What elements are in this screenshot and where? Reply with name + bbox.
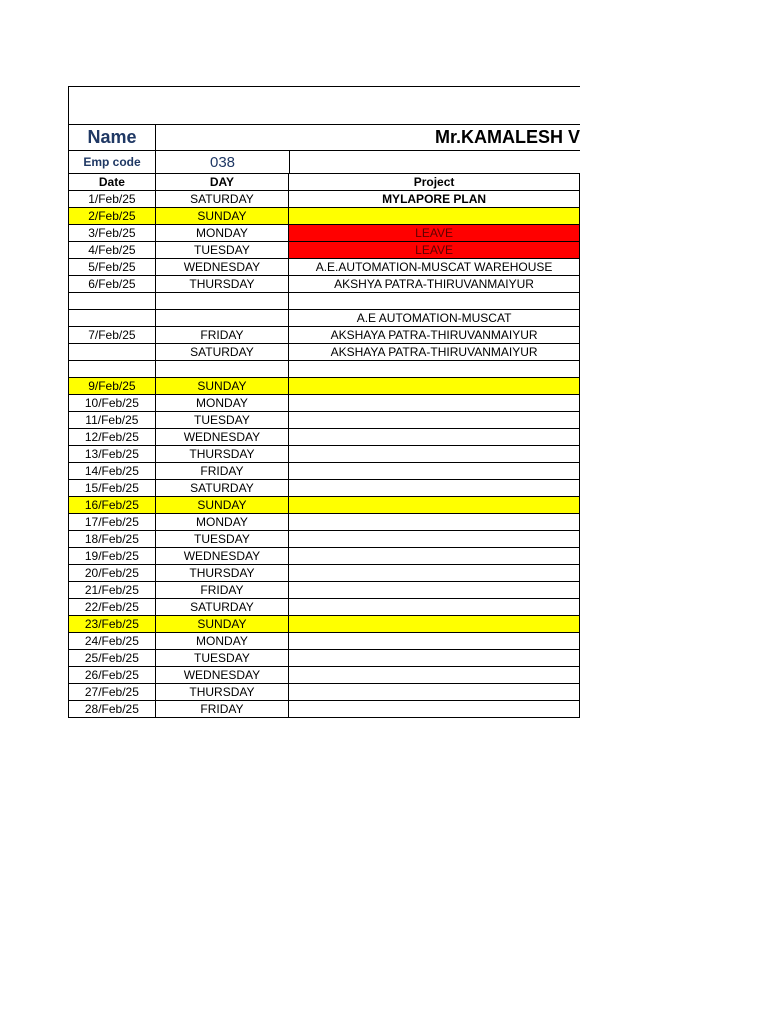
day-cell: FRIDAY (155, 463, 288, 480)
day-cell: TUESDAY (155, 242, 288, 259)
day-header: DAY (155, 174, 288, 191)
day-cell: FRIDAY (155, 582, 288, 599)
table-row (69, 276, 580, 293)
table-row (69, 650, 580, 667)
day-cell: THURSDAY (155, 684, 288, 701)
timesheet (68, 86, 580, 718)
name-label: Name (69, 125, 156, 150)
date-cell (69, 361, 155, 378)
project-cell (289, 599, 580, 616)
project-cell (289, 565, 580, 582)
day-cell: FRIDAY (155, 701, 288, 718)
title-band (69, 87, 580, 125)
date-cell: 18/Feb/25 (69, 531, 155, 548)
project-cell (289, 514, 580, 531)
project-cell (289, 701, 580, 718)
table-row (69, 582, 580, 599)
day-cell (155, 310, 288, 327)
emp-code-row (69, 151, 580, 174)
emp-code-label: Emp code (69, 151, 156, 173)
employee-name: Mr.KAMALESH V (434, 127, 580, 147)
day-cell: TUESDAY (155, 412, 288, 429)
emp-code-value: 038 (156, 151, 290, 173)
date-cell: 16/Feb/25 (69, 497, 155, 514)
project-cell: A.E.AUTOMATION-MUSCAT WAREHOUSE (289, 259, 580, 276)
date-cell (69, 310, 155, 327)
day-cell: THURSDAY (155, 565, 288, 582)
date-cell: 20/Feb/25 (69, 565, 155, 582)
date-header: Date (69, 174, 155, 191)
project-cell (289, 497, 580, 514)
table-row (69, 480, 580, 497)
table-row (69, 259, 580, 276)
day-cell: SATURDAY (155, 344, 288, 361)
table-row (69, 191, 580, 208)
date-cell: 19/Feb/25 (69, 548, 155, 565)
table-row (69, 344, 580, 361)
day-cell: MONDAY (155, 395, 288, 412)
project-cell (289, 480, 580, 497)
date-cell: 28/Feb/25 (69, 701, 155, 718)
project-cell (289, 395, 580, 412)
day-cell: SATURDAY (155, 480, 288, 497)
day-cell: WEDNESDAY (155, 667, 288, 684)
day-cell (155, 361, 288, 378)
table-row (69, 497, 580, 514)
day-cell: THURSDAY (155, 446, 288, 463)
day-cell: FRIDAY (155, 327, 288, 344)
date-cell: 27/Feb/25 (69, 684, 155, 701)
table-row (69, 565, 580, 582)
table-row (69, 514, 580, 531)
date-cell: 12/Feb/25 (69, 429, 155, 446)
project-cell: LEAVE (289, 225, 580, 242)
date-cell: 25/Feb/25 (69, 650, 155, 667)
project-cell (289, 633, 580, 650)
day-cell: SUNDAY (155, 497, 288, 514)
header-row (69, 174, 580, 191)
table-row (69, 429, 580, 446)
day-cell: MONDAY (155, 633, 288, 650)
day-cell: SUNDAY (155, 208, 288, 225)
table-row (69, 225, 580, 242)
project-cell (289, 667, 580, 684)
date-cell (69, 344, 155, 361)
table-row (69, 310, 580, 327)
day-cell: SATURDAY (155, 599, 288, 616)
date-cell: 26/Feb/25 (69, 667, 155, 684)
day-cell: THURSDAY (155, 276, 288, 293)
project-cell (289, 293, 580, 310)
date-cell: 3/Feb/25 (69, 225, 155, 242)
project-cell: A.E AUTOMATION-MUSCAT (289, 310, 580, 327)
project-cell (289, 463, 580, 480)
date-cell: 7/Feb/25 (69, 327, 155, 344)
project-cell: AKSHAYA PATRA-THIRUVANMAIYUR (289, 344, 580, 361)
date-cell: 9/Feb/25 (69, 378, 155, 395)
date-cell (69, 293, 155, 310)
day-cell: SATURDAY (155, 191, 288, 208)
project-cell (289, 684, 580, 701)
day-cell: WEDNESDAY (155, 429, 288, 446)
day-cell: SUNDAY (155, 616, 288, 633)
name-row (69, 125, 580, 151)
table-row (69, 208, 580, 225)
day-cell: SUNDAY (155, 378, 288, 395)
date-cell: 14/Feb/25 (69, 463, 155, 480)
project-cell: AKSHYA PATRA-THIRUVANMAIYUR (289, 276, 580, 293)
project-cell (289, 582, 580, 599)
date-cell: 17/Feb/25 (69, 514, 155, 531)
day-cell (155, 293, 288, 310)
day-cell: TUESDAY (155, 531, 288, 548)
project-cell (289, 616, 580, 633)
project-cell (289, 650, 580, 667)
table-row (69, 463, 580, 480)
date-cell: 23/Feb/25 (69, 616, 155, 633)
table-row (69, 684, 580, 701)
table-row (69, 378, 580, 395)
project-cell (289, 548, 580, 565)
table-row (69, 446, 580, 463)
date-cell: 10/Feb/25 (69, 395, 155, 412)
table-row (69, 395, 580, 412)
project-cell (289, 446, 580, 463)
project-cell (289, 361, 580, 378)
table-row (69, 548, 580, 565)
project-cell: AKSHAYA PATRA-THIRUVANMAIYUR (289, 327, 580, 344)
project-cell (289, 531, 580, 548)
attendance-table (69, 174, 580, 718)
project-header: Project (289, 174, 580, 191)
table-row (69, 616, 580, 633)
date-cell: 4/Feb/25 (69, 242, 155, 259)
project-cell (289, 208, 580, 225)
project-cell: LEAVE (289, 242, 580, 259)
table-row (69, 242, 580, 259)
table-row (69, 633, 580, 650)
day-cell: MONDAY (155, 225, 288, 242)
day-cell: TUESDAY (155, 650, 288, 667)
day-cell: WEDNESDAY (155, 548, 288, 565)
date-cell: 6/Feb/25 (69, 276, 155, 293)
date-cell: 22/Feb/25 (69, 599, 155, 616)
date-cell: 1/Feb/25 (69, 191, 155, 208)
date-cell: 24/Feb/25 (69, 633, 155, 650)
date-cell: 15/Feb/25 (69, 480, 155, 497)
date-cell: 21/Feb/25 (69, 582, 155, 599)
date-cell: 5/Feb/25 (69, 259, 155, 276)
project-cell (289, 378, 580, 395)
table-row (69, 667, 580, 684)
date-cell: 13/Feb/25 (69, 446, 155, 463)
date-cell: 2/Feb/25 (69, 208, 155, 225)
table-row (69, 293, 580, 310)
date-cell: 11/Feb/25 (69, 412, 155, 429)
day-cell: MONDAY (155, 514, 288, 531)
table-row (69, 361, 580, 378)
project-cell: MYLAPORE PLAN (289, 191, 580, 208)
table-row (69, 327, 580, 344)
project-cell (289, 412, 580, 429)
table-row (69, 701, 580, 718)
project-cell (289, 429, 580, 446)
table-row (69, 531, 580, 548)
emp-code-blank (290, 151, 580, 173)
table-row (69, 599, 580, 616)
day-cell: WEDNESDAY (155, 259, 288, 276)
table-row (69, 412, 580, 429)
